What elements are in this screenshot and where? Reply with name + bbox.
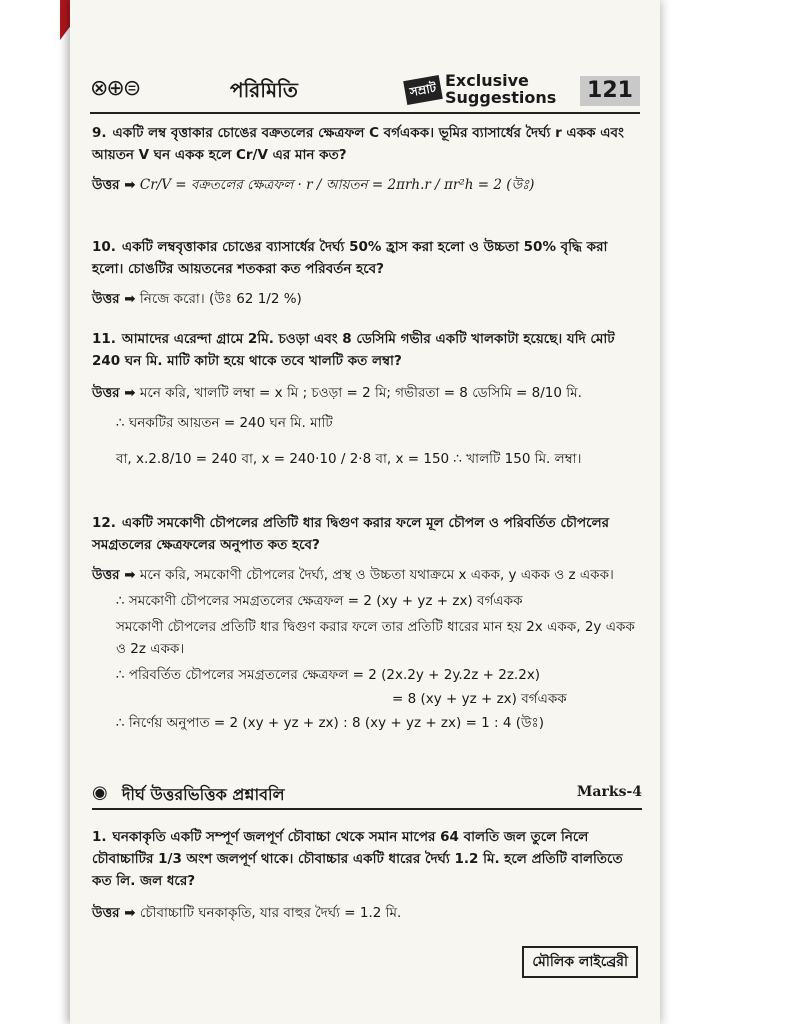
q12-line6: ∴ নির্ণেয় অনুপাত = 2 (xy + yz + zx) : 8 (xy + yz + zx) = 1 : 4 (উঃ) bbox=[116, 715, 545, 731]
page-number: 121 bbox=[580, 76, 640, 106]
question-11 bbox=[92, 328, 642, 470]
book-page bbox=[70, 0, 660, 1024]
q10-text: একটি লম্ববৃত্তাকার চোঙের ব্যাসার্ধের দৈর্ঘ্য 50% হ্রাস করা হলো ও উচ্চতা 50% বৃদ্ধি করা হলো। চোঙটির আয়তনের শতকরা কত পরিবর্তন হবে? bbox=[92, 239, 608, 277]
q12-line2: ∴ সমকোণী চৌপলের সমগ্রতলের ক্ষেত্রফল = 2 (xy + yz + zx) বর্গএকক bbox=[116, 593, 523, 609]
q1-text: ঘনকাকৃতি একটি সম্পূর্ণ জলপূর্ণ চৌবাচ্চা থেকে সমান মাপের 64 বালতি জল তুলে নিলে চৌবাচ্চাটির 1/3 অংশ জলপূর্ণ থাকে। চৌবাচ্চার একটি ধারের দৈর্ঘ্য 1.2 মি. হলে প্রতিটি বালতিতে কত লি. জল ধরে? bbox=[92, 829, 623, 889]
section-badge-icon: ◉ bbox=[92, 782, 108, 803]
q12-line1: মনে করি, সমকোণী চৌপলের দৈর্ঘ্য, প্রস্থ ও উচ্চতা যথাক্রমে x একক, y একক ও z একক। bbox=[139, 567, 614, 583]
q9-number: 9. bbox=[92, 125, 107, 141]
q1-answer: চৌবাচ্চাটি ঘনকাকৃতি, যার বাহুর দৈর্ঘ্য = 1.2 মি. bbox=[139, 905, 402, 921]
q9-answer-label: উত্তর ➡ bbox=[92, 177, 136, 193]
question-9 bbox=[92, 122, 642, 196]
q1-answer-label: উত্তর ➡ bbox=[92, 905, 136, 921]
section-title: দীর্ঘ উত্তরভিত্তিক প্রশ্নাবলি bbox=[122, 785, 285, 804]
q12-line3: সমকোণী চৌপলের প্রতিটি ধার দ্বিগুণ করার ফলে তার প্রতিটি ধারের মান হয় 2x একক, 2y একক ও 2z একক। bbox=[116, 619, 635, 657]
section-header bbox=[92, 780, 642, 810]
q11-answer-label: উত্তর ➡ bbox=[92, 385, 136, 401]
q12-line5: = 8 (xy + yz + zx) বর্গএকক bbox=[392, 691, 567, 707]
q12-number: 12. bbox=[92, 515, 116, 531]
q11-line1: মনে করি, খালটি লম্বা = x মি ; চওড়া = 2 মি; গভীরতা = 8 ডেসিমি = 8/10 মি. bbox=[139, 385, 582, 401]
exclusive-line2: Suggestions bbox=[445, 88, 557, 107]
exclusive-suggestions bbox=[445, 72, 556, 106]
chapter-title: পরিমিতি bbox=[230, 78, 298, 102]
math-symbols-icon: ⊗⊕⊜ bbox=[90, 76, 140, 101]
q9-answer: Cr/V = বক্রতলের ক্ষেত্রফল · r / আয়তন = 2πrh.r / πr²h = 2 (উঃ) bbox=[139, 177, 535, 193]
q11-number: 11. bbox=[92, 331, 116, 347]
q1-number: 1. bbox=[92, 829, 107, 845]
q11-text: আমাদের এরেন্দা গ্রামে 2মি. চওড়া এবং 8 ডেসিমি গভীর একটি খালকাটা হয়েছে। যদি মোট 240 ঘন মি. মাটি কাটা হয়ে থাকে তবে খালটি কত লম্বা? bbox=[92, 331, 615, 369]
q12-line4: ∴ পরিবর্তিত চৌপলের সমগ্রতলের ক্ষেত্রফল = 2 (2x.2y + 2y.2z + 2z.2x) bbox=[116, 667, 541, 683]
q10-answer-label: উত্তর ➡ bbox=[92, 291, 136, 307]
q11-line3: বা, x.2.8/10 = 240 বা, x = 240·10 / 2·8 বা, x = 150 ∴ খালটি 150 মি. লম্বা। bbox=[116, 451, 582, 467]
q11-line2: ∴ ঘনকটির আয়তন = 240 ঘন মি. মাটি bbox=[116, 415, 333, 431]
question-10 bbox=[92, 236, 642, 310]
header-divider bbox=[90, 112, 640, 114]
q12-answer-label: উত্তর ➡ bbox=[92, 567, 136, 583]
library-name: মৌলিক লাইব্রেরী bbox=[522, 946, 638, 978]
section-marks: Marks-4 bbox=[576, 784, 642, 800]
brand-badge: সম্রাট bbox=[403, 75, 443, 105]
page-header bbox=[90, 72, 640, 112]
question-1 bbox=[92, 826, 642, 924]
exclusive-line1: Exclusive bbox=[445, 71, 529, 90]
q10-number: 10. bbox=[92, 239, 116, 255]
q9-text: একটি লম্ব বৃত্তাকার চোঙের বক্রতলের ক্ষেত্রফল C বর্গএকক। ভূমির ব্যাসার্ধের দৈর্ঘ্য r একক এবং আয়তন V ঘন একক হলে Cr/V এর মান কত? bbox=[92, 125, 624, 163]
q12-text: একটি সমকোণী চৌপলের প্রতিটি ধার দ্বিগুণ করার ফলে মূল চৌপল ও পরিবর্তিত চৌপলের সমগ্রতলের ক্ষেত্রফলের অনুপাত কত হবে? bbox=[92, 515, 610, 553]
question-12 bbox=[92, 512, 642, 734]
q10-answer: নিজে করো। (উঃ 62 1/2 %) bbox=[139, 291, 302, 307]
